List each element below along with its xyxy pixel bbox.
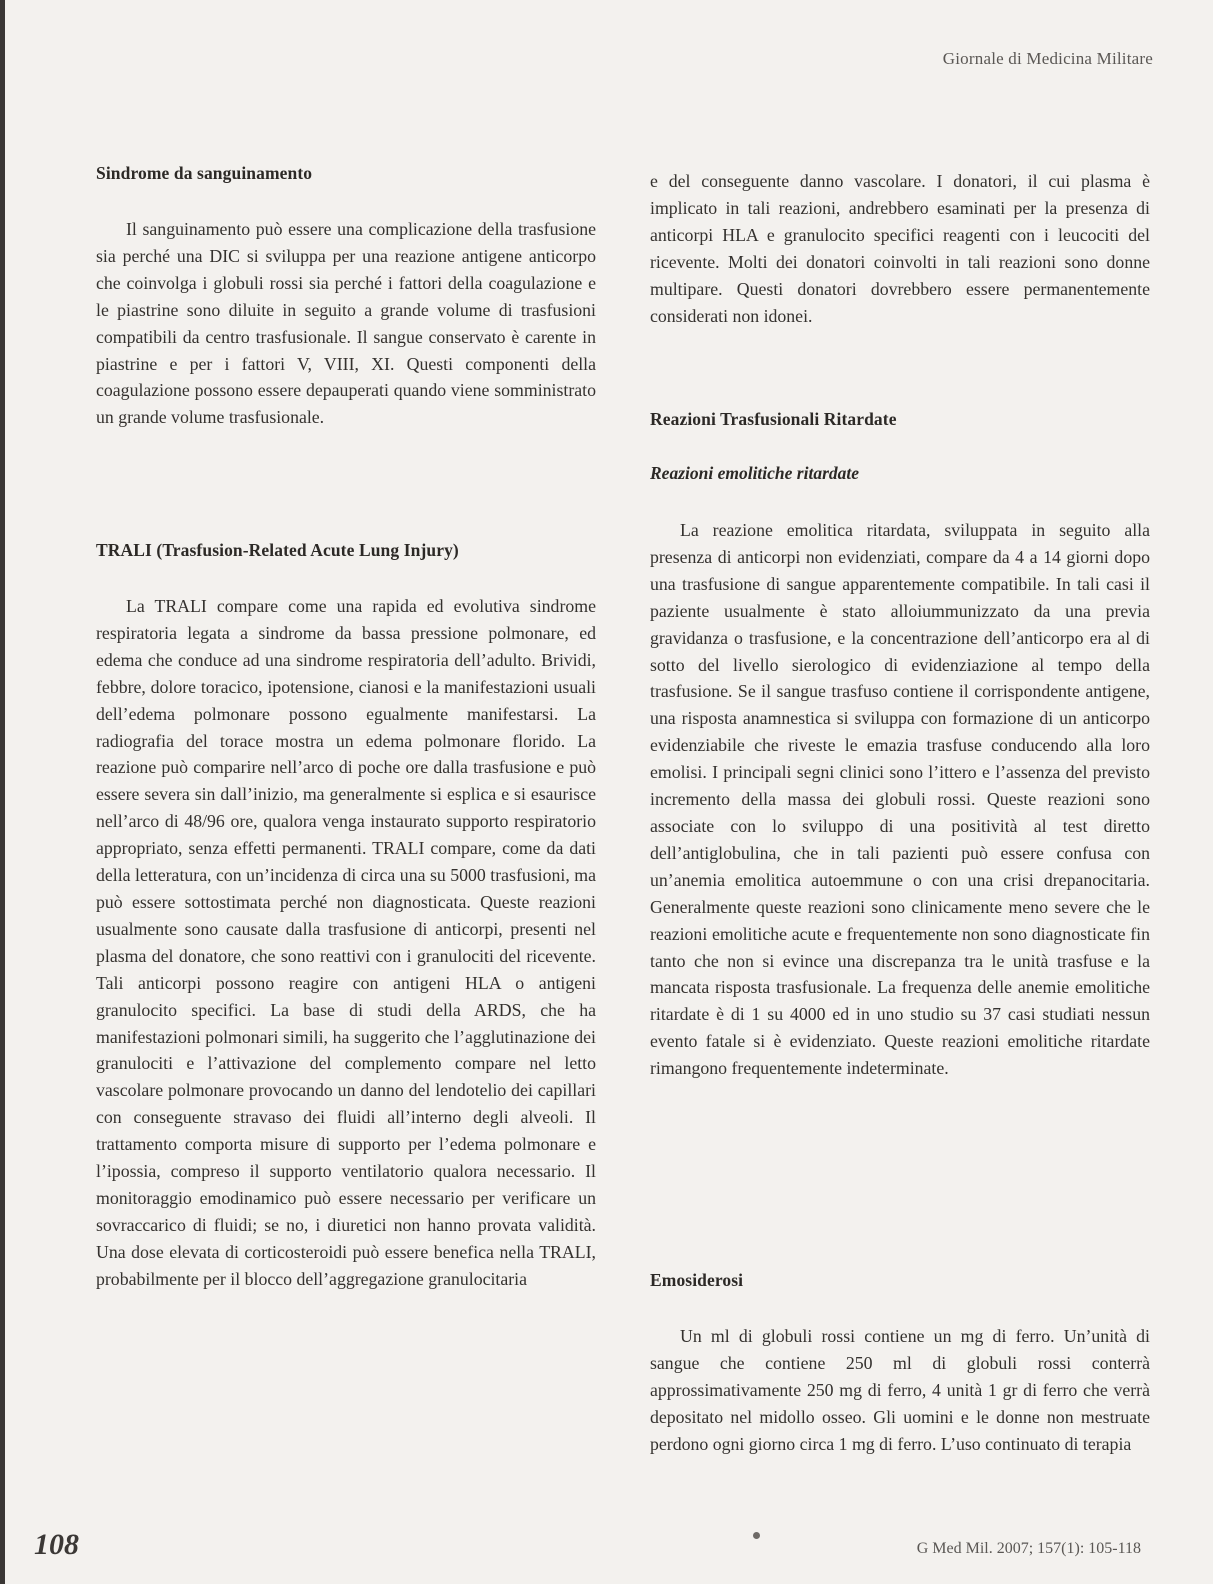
paragraph: Un ml di globuli rossi contiene un mg di ferro. Un’unità di sangue che contiene 250 ml di globuli rossi conterrà approssimativamente 250 mg di ferro, 4 unità 1 gr di ferro che verrà depositato nel midollo osseo. Gli uomini e le donne non mestruate perdono ogni giorno circa 1 mg di ferro. L’uso continuato di terapia [650, 1326, 1150, 1454]
section-bleeding-body [96, 216, 596, 431]
page-number: 108 [34, 1528, 79, 1561]
section-title: Reazioni Trasfusionali Ritardate [650, 409, 897, 429]
subsection-delayed-hemolytic [650, 463, 1150, 484]
section-hemosiderosis-body [650, 1323, 1150, 1458]
ink-dot [753, 1532, 760, 1539]
paragraph: e del conseguente danno vascolare. I donatori, il cui plasma è implicato in tali reazioni, andrebbero esaminati per la presenza di anticorpi HLA e granulocito specifici reagenti con i leucociti del ricevente. Molti dei donatori coinvolti in tali reazioni sono donne multipare. Questi donatori dovrebbero essere permanentemente considerati non idonei. [650, 171, 1150, 326]
trali-continuation [650, 168, 1150, 329]
paragraph: La reazione emolitica ritardata, sviluppata in seguito alla presenza di anticorpi non evidenziati, compare da 4 a 14 giorni dopo una trasfusione di sangue apparentemente compatibile. In tali casi il paziente usualmente è stato alloiummunizzato da una previa gravidanza o trasfusione, e la concentrazione dell’anticorpo era al di sotto del livello sierologico di evidenziazione al tempo della trasfusione. Se il sangue trasfuso contiene il corrispondente antigene, una risposta anamnestica si sviluppa con formazione di un anticorpo evidenziabile che riveste le emazia trasfuse conducendo alla loro emolisi. I principali segni clinici sono l’ittero e l’assenza del previsto incremento della massa dei globuli rossi. Queste reazioni sono associate con lo sviluppo di una positività al test diretto dell’antiglobulina, che in tali pazienti può essere confusa con un’anemia emolitica autoemmune o con una crisi drepanocitaria. Generalmente queste reazioni sono clinicamente meno severe che le reazioni emolitiche acute e frequentemente non sono diagnosticate fin tanto che non si evince una discrepanza tra le unità trasfuse e la mancata risposta trasfusionale. La frequenza delle anemie emolitiche ritardate è di 1 su 4000 ed in uno studio su 37 casi studiati nessun evento fatale si è evidenziato. Queste reazioni emolitiche ritardate rimangono frequentemente indeterminate. [650, 520, 1150, 1079]
section-title: Emosiderosi [650, 1270, 744, 1290]
section-bleeding [96, 163, 596, 184]
section-title: TRALI (Trasfusion-Related Acute Lung Injury) [96, 540, 459, 560]
page-edge [0, 0, 5, 1584]
paragraph: Il sanguinamento può essere una complicazione della trasfusione sia perché una DIC si sviluppa per una reazione antigene anticorpo che coinvolga i globuli rossi sia perché i fattori della coagulazione e le piastrine sono diluite in seguito a grande volume di trasfusioni compatibili da centro trasfusionale. Il sangue conservato è carente in piastrine e per i fattori V, VIII, XI. Questi componenti della coagulazione possono essere depauperati quando viene somministrato un grande volume trasfusionale. [96, 219, 596, 428]
section-trali-body [96, 593, 596, 1293]
running-head: Giornale di Medicina Militare [942, 49, 1153, 68]
journal-citation: G Med Mil. 2007; 157(1): 105-118 [916, 1540, 1141, 1557]
section-trali [96, 540, 596, 561]
section-delayed-body [650, 517, 1150, 1082]
section-title: Sindrome da sanguinamento [96, 163, 313, 183]
section-hemosiderosis [650, 1270, 1150, 1291]
paragraph: La TRALI compare come una rapida ed evolutiva sindrome respiratoria legata a sindrome da bassa pressione polmonare, ed edema che conduce ad una sindrome respiratoria dell’adulto. Brividi, febbre, dolore toracico, ipotensione, cianosi e la manifestazioni usuali dell’edema polmonare possono egualmente manifestarsi. La radiografia del torace mostra un edema polmonare florido. La reazione può comparire nell’arco di poche ore dalla trasfusione e può essere severa sin dall’inizio, ma generalmente si esplica e si esaurisce nell’arco di 48/96 ore, qualora venga instaurato supporto respiratorio appropriato, senza effetti permanenti. TRALI compare, come da dati della letteratura, con un’incidenza di circa una su 5000 trasfusioni, ma può essere sottostimata perché non diagnosticata. Queste reazioni usualmente sono causate dalla trasfusione di anticorpi, presenti nel plasma del donatore, che sono reattivi con i granulociti del ricevente. Tali anticorpi possono reagire con antigeni HLA o antigeni granulocito specifici. La base di studi della ARDS, che ha manifestazioni polmonari simili, ha suggerito che l’agglutinazione dei granulociti e l’attivazione del complemento compare nel letto vascolare polmonare provocando un danno del lendotelio dei capillari con conseguente stravaso dei fluidi all’interno degli alveoli. Il trattamento comporta misure di supporto per l’edema polmonare e l’ipossia, compreso il supporto ventilatorio qualora necessario. Il monitoraggio emodinamico può essere necessario per verificare un sovraccarico di fluidi; se no, i diuretici non hanno provata validità. Una dose elevata di corticosteroidi può essere benefica nella TRALI, probabilmente per il blocco dell’aggregazione granulocitaria [96, 596, 596, 1289]
subsection-title: Reazioni emolitiche ritardate [650, 463, 860, 483]
section-delayed-reactions [650, 409, 1150, 430]
